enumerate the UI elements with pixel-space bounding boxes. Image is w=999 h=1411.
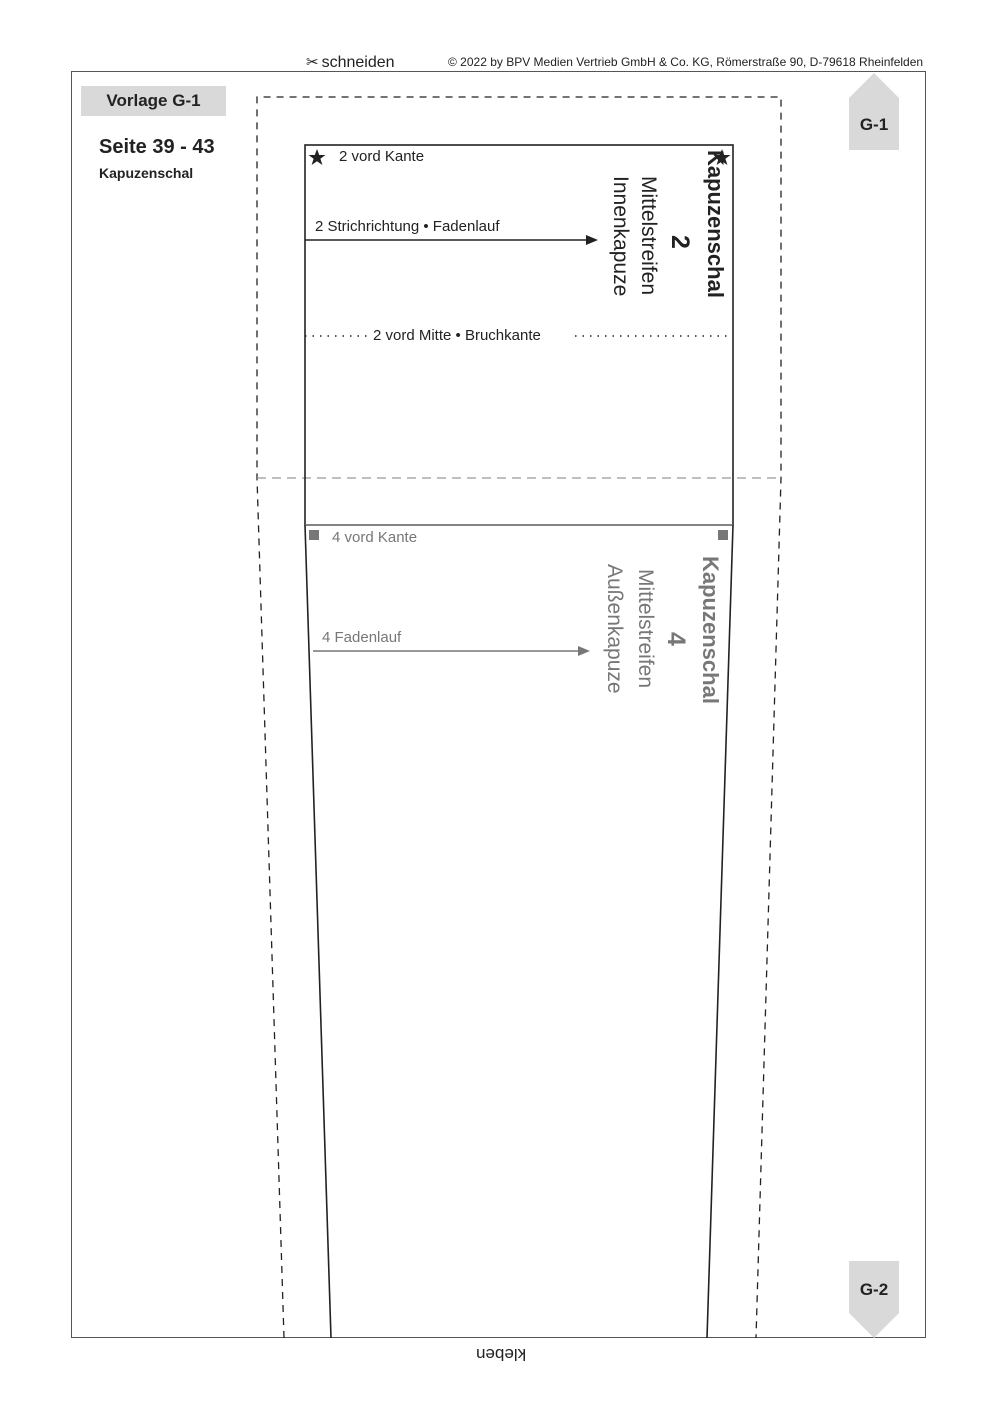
copyright-notice: © 2022 by BPV Medien Vertrieb GmbH & Co. KG, Römerstraße 90, D-79618 Rheinfelden — [448, 55, 924, 69]
scissors-icon: ✂ — [306, 54, 319, 71]
square-icon — [309, 530, 319, 540]
grain-arrow-2-head — [586, 235, 598, 245]
cut-label-text: schneiden — [321, 54, 395, 71]
template-badge: Vorlage G-1 — [81, 86, 226, 116]
piece-4-number: 4 — [662, 632, 690, 646]
piece-2-name-line2: Innenkapuze — [609, 176, 632, 297]
project-label: Kapuzenschal — [99, 165, 194, 181]
piece-4-name-line2: Außenkapuze — [603, 564, 626, 694]
piece-4-name-line1: Mittelstreifen — [634, 569, 657, 689]
piece-2-edge-label: 2 vord Kante — [339, 148, 425, 165]
piece-2-grain-label: 2 Strichrichtung • Fadenlauf — [315, 218, 500, 235]
piece-2-title: Kapuzenschal — [703, 150, 728, 298]
piece-2-number: 2 — [666, 235, 694, 249]
star-icon — [309, 149, 326, 165]
piece-4-title: Kapuzenschal — [698, 556, 723, 704]
piece-4-grain-label: 4 Fadenlauf — [322, 629, 402, 646]
page-marker-bottom-label: G-2 — [859, 1280, 889, 1299]
piece-4-edge-label: 4 vord Kante — [332, 529, 418, 546]
grain-arrow-4-head — [578, 646, 590, 656]
page-marker-top-label: G-1 — [859, 115, 889, 134]
square-icon — [718, 530, 728, 540]
piece-2-name-line1: Mittelstreifen — [637, 176, 660, 296]
piece-4-left-edge — [305, 525, 331, 1338]
glue-label: kleben — [476, 1345, 527, 1364]
pages-label: Seite 39 - 43 — [99, 136, 215, 158]
page-marker-top — [849, 73, 899, 150]
piece-2-fold-label: 2 vord Mitte • Bruchkante — [373, 327, 541, 344]
